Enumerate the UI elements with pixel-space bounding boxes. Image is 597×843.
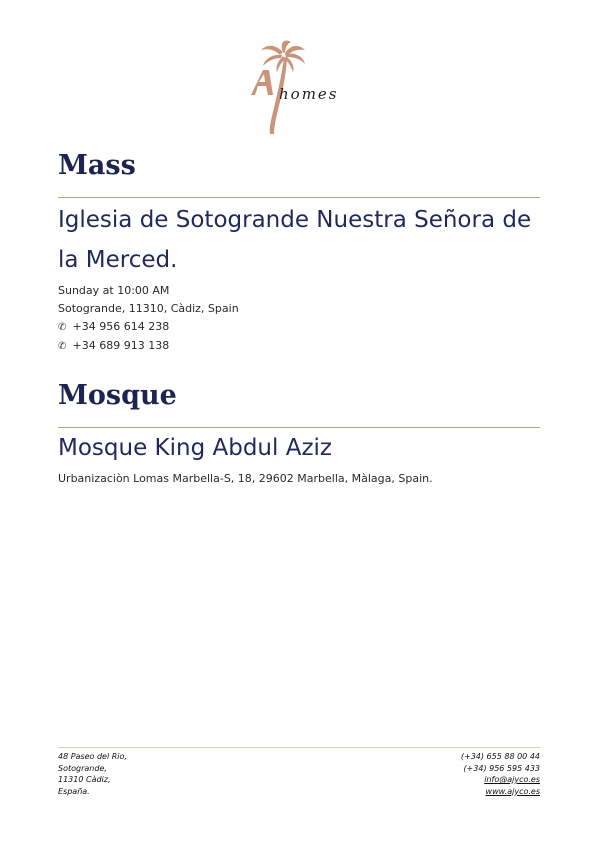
footer-address-line: Sotogrande, [58, 763, 107, 773]
logo-text: homes [279, 85, 339, 103]
phone-icon: ✆ [58, 322, 67, 333]
phone-line [58, 337, 540, 356]
footer-address [58, 751, 127, 797]
address: Sotogrande, 11310, Càdiz, Spain [58, 302, 239, 315]
phone-number: +34 956 614 238 [72, 320, 170, 333]
place-name-line-1: Iglesia de Sotogrande Nuestra Señora de [58, 207, 532, 233]
phone-number: +34 689 913 138 [72, 339, 170, 352]
company-logo [245, 40, 357, 136]
place-name-line-2: la Merced. [58, 247, 178, 273]
service-time: Sunday at 10:00 AM [58, 284, 170, 297]
footer-website-link[interactable]: www.ajyco.es [485, 786, 540, 796]
footer-phone: (+34) 956 595 433 [463, 763, 540, 773]
place-name-line-1: Mosque King Abdul Aziz [58, 435, 332, 461]
footer-address-line: 48 Paseo del Rio, [58, 752, 127, 761]
section-divider [58, 197, 540, 198]
section-heading: Mosque [58, 380, 177, 411]
footer-address-line: España. [58, 786, 90, 796]
phone-line [58, 318, 540, 337]
mass-section [58, 150, 540, 356]
section-heading: Mass [58, 150, 136, 181]
footer-contact [461, 751, 540, 797]
footer-divider [58, 747, 540, 748]
footer-address-line: 11310 Càdiz, [58, 775, 111, 784]
address: Urbanizaciòn Lomas Marbella-S, 18, 29602 Marbella, Màlaga, Spain. [58, 472, 433, 485]
footer-email-link[interactable]: info@ajyco.es [484, 775, 540, 784]
mosque-section [58, 380, 540, 488]
phone-icon: ✆ [58, 341, 67, 352]
footer-phone: (+34) 655 88 00 44 [460, 752, 540, 761]
